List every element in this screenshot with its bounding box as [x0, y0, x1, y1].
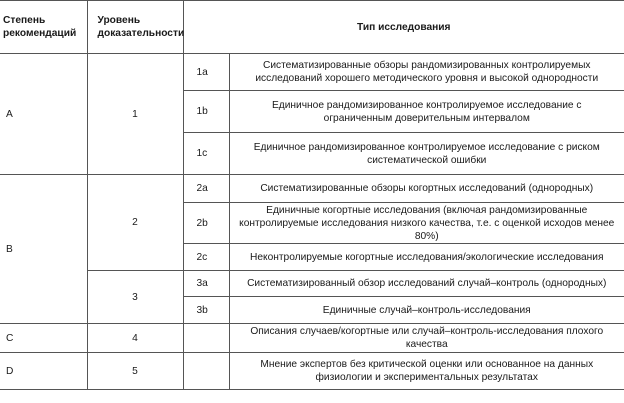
- level-cell: 3: [87, 271, 183, 324]
- description-cell: Неконтролируемые когортные исследования/экологические исследования: [229, 244, 624, 271]
- table-row: [0, 271, 624, 297]
- description-cell: Систематизированный обзор исследований случай–контроль (однородных): [229, 271, 624, 297]
- table-row: [0, 353, 624, 390]
- level-cell: 2: [87, 175, 183, 271]
- description-cell: Мнение экспертов без критической оценки или основанное на данных физиологии и экспериментальных результатах: [229, 353, 624, 390]
- description-cell: Систематизированные обзоры рандомизированных контролируемых исследований хорошего методического уровня и высокой однородности: [229, 54, 624, 91]
- description-cell: Единичные когортные исследования (включая рандомизированные контролируемые исследования низкого качества, т.е. с оценкой исходов менее 80%): [229, 203, 624, 244]
- code-cell: 2c: [183, 244, 229, 271]
- code-cell: 1b: [183, 91, 229, 133]
- grade-cell: D: [0, 353, 87, 390]
- grade-cell: C: [0, 324, 87, 353]
- table-row: [0, 175, 624, 203]
- description-cell: Единичное рандомизированное контролируемое исследование с риском систематической ошибки: [229, 133, 624, 175]
- description-cell: Описания случаев/когортные или случай–контроль-исследования плохого качества: [229, 324, 624, 353]
- code-cell: 1c: [183, 133, 229, 175]
- level-cell: 5: [87, 353, 183, 390]
- code-cell: 1a: [183, 54, 229, 91]
- header-grade: Степень рекомендаций: [0, 1, 87, 54]
- level-cell: 4: [87, 324, 183, 353]
- description-cell: Единичные случай–контроль-исследования: [229, 297, 624, 324]
- code-cell: 3a: [183, 271, 229, 297]
- table-row: [0, 324, 624, 353]
- grade-cell: A: [0, 54, 87, 175]
- header-study-type: Тип исследования: [183, 1, 624, 54]
- code-cell: 3b: [183, 297, 229, 324]
- code-cell: [183, 324, 229, 353]
- description-cell: Систематизированные обзоры когортных исследований (однородных): [229, 175, 624, 203]
- code-cell: [183, 353, 229, 390]
- level-cell: 1: [87, 54, 183, 175]
- header-level: Уровень доказательности: [87, 1, 183, 54]
- grade-cell: B: [0, 175, 87, 324]
- code-cell: 2b: [183, 203, 229, 244]
- description-cell: Единичное рандомизированное контролируемое исследование с ограниченным доверительным интервалом: [229, 91, 624, 133]
- table-header-row: [0, 1, 624, 54]
- table-row: [0, 54, 624, 91]
- code-cell: 2a: [183, 175, 229, 203]
